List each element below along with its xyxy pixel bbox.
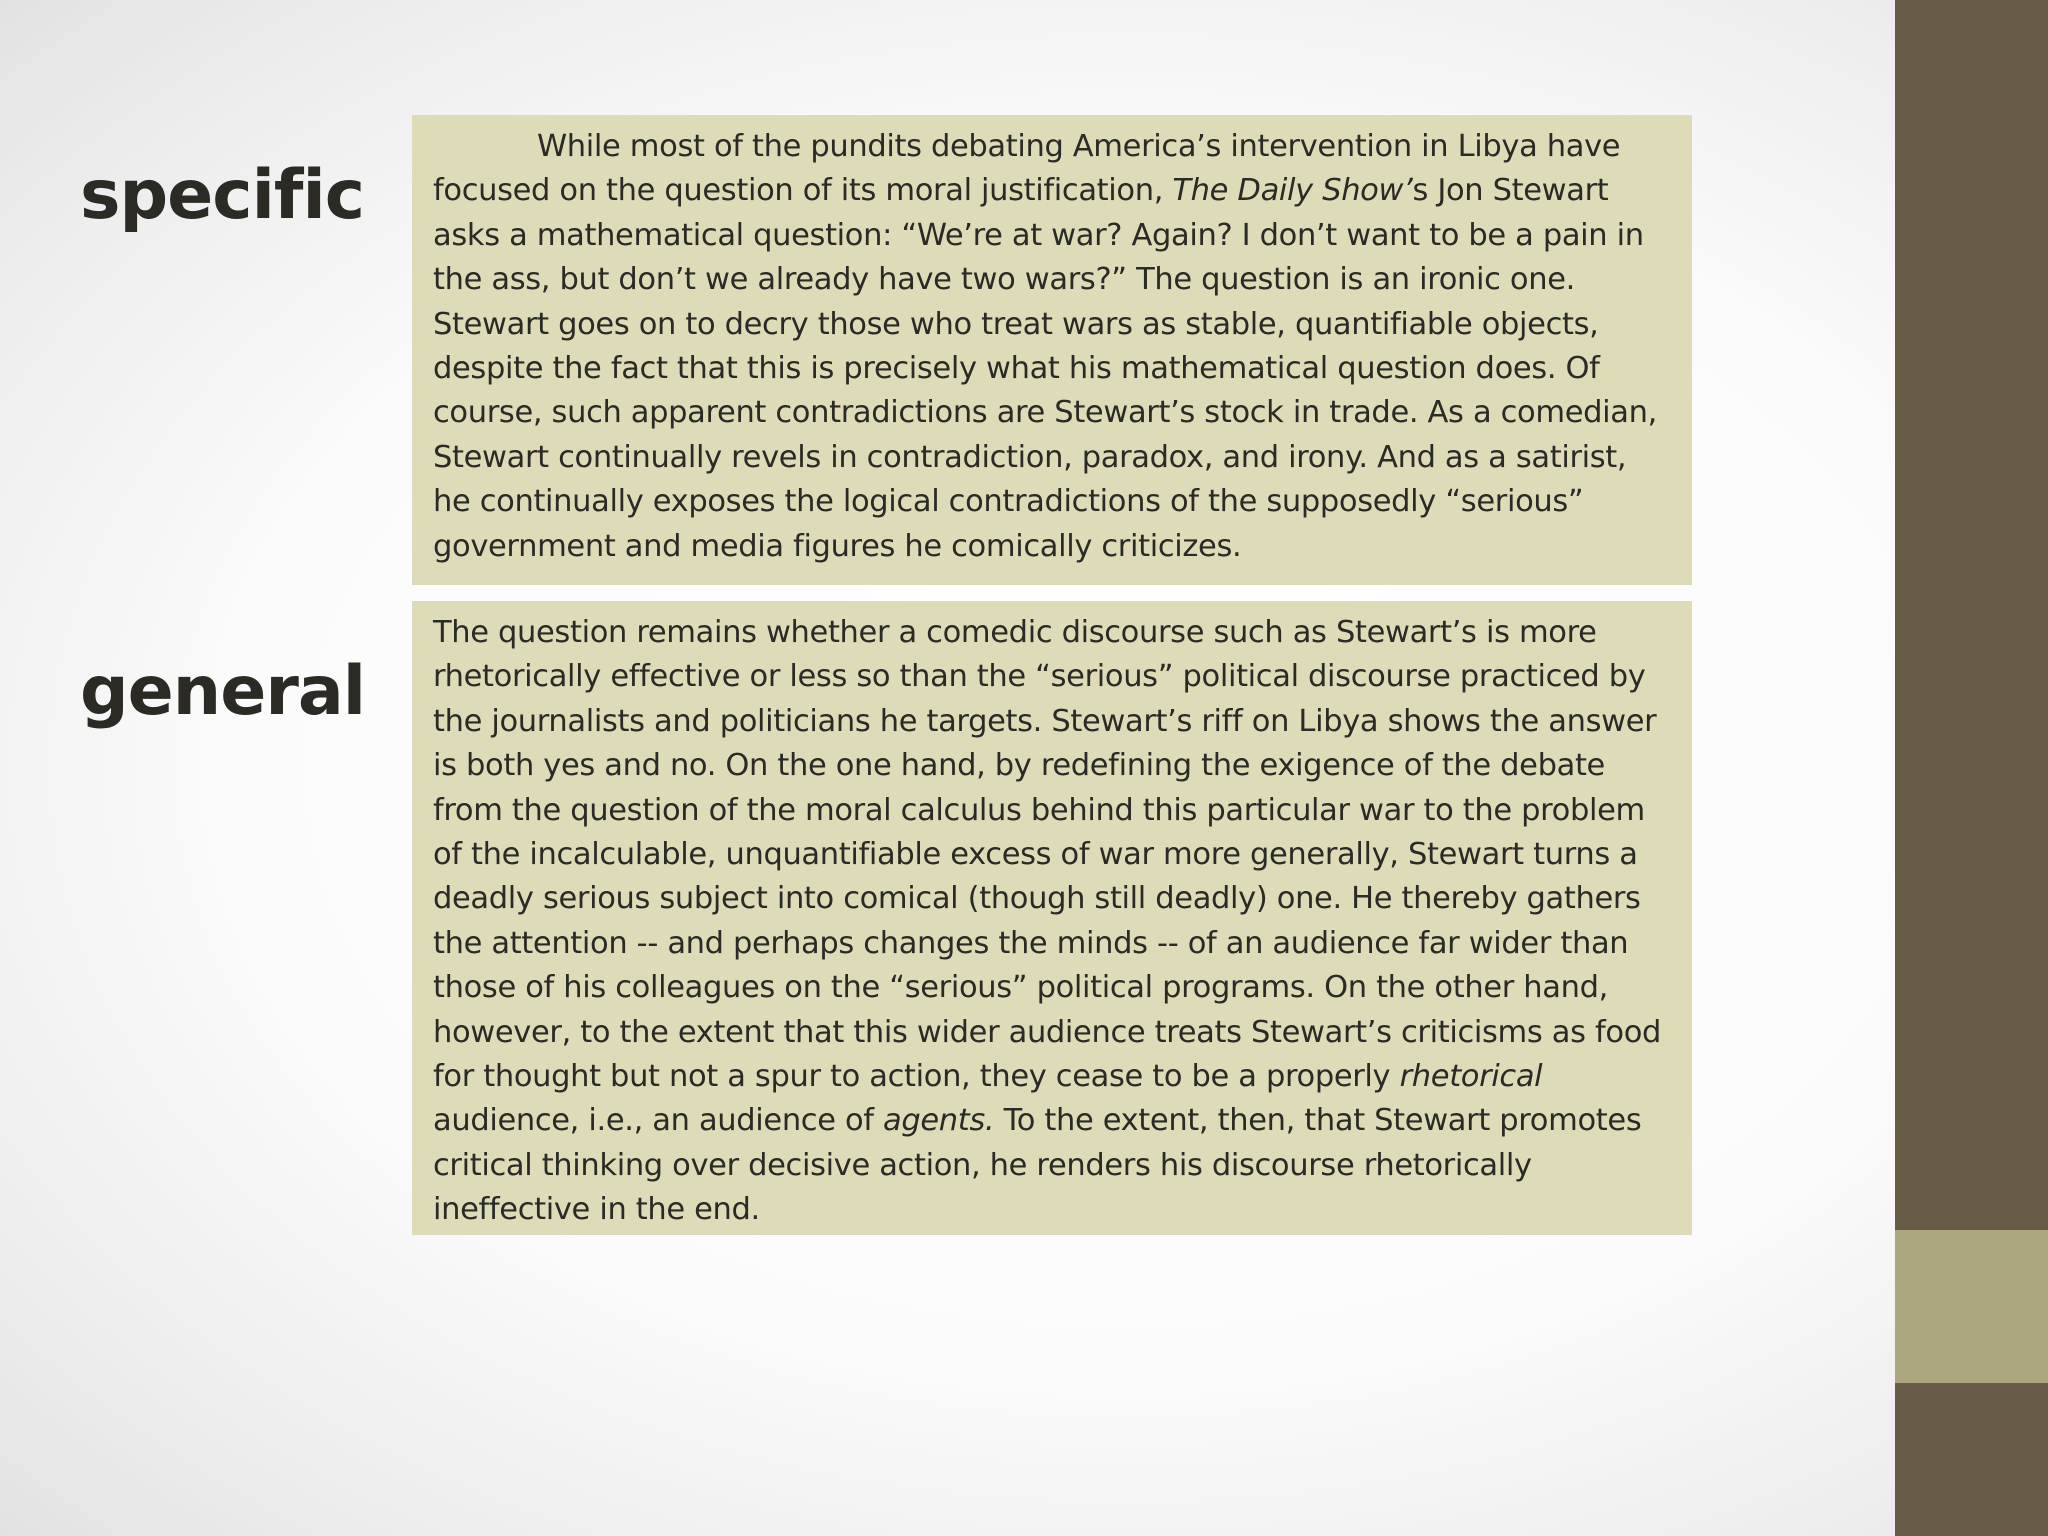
- general-text-part2: audience, i.e., an audience of: [433, 1103, 884, 1139]
- right-decorative-bar: [1895, 0, 2048, 1536]
- specific-paragraph: [433, 125, 1672, 569]
- specific-text-box: [412, 115, 1692, 585]
- right-bar-accent-block: [1895, 1230, 2048, 1383]
- label-specific: specific: [80, 156, 365, 235]
- specific-text-part1: While most of the pundits debating America’s intervention in Libya have focused on the question of its moral justification,: [433, 129, 1621, 209]
- general-text-part3: To the extent, then, that Stewart promotes critical thinking over decisive action, he renders his discourse rhetorically ineffective in the end.: [433, 1103, 1642, 1228]
- general-text-box: [412, 601, 1692, 1235]
- general-paragraph: [433, 611, 1672, 1233]
- general-text-part1: The question remains whether a comedic discourse such as Stewart’s is more rhetorically effective or less so than the “serious” political discourse practiced by the journalists and politicians he targets. Stewart’s riff on Libya shows the answer is both yes and no. On the one hand, by redefining the exigence of the debate from the question of the moral calculus behind this particular war to the problem of the incalculable, unquantifiable excess of war more generally, Stewart turns a deadly serious subject into comical (though still deadly) one. He thereby gathers the attention -- and perhaps changes the minds -- of an audience far wider than those of his colleagues on the “serious” political programs. On the other hand, however, to the extent that this wider audience treats Stewart’s criticisms as food for thought but not a spur to action, they cease to be a properly: [433, 615, 1662, 1095]
- specific-text-part2: s Jon Stewart asks a mathematical question: “We’re at war? Again? I don’t want to be a pain in the ass, but don’t we already have two wars?” The question is an ironic one. Stewart goes on to decry those who treat wars as stable, quantifiable objects, despite the fact that this is precisely what his mathematical question does. Of course, such apparent contradictions are Stewart’s stock in trade. As a comedian, Stewart continually revels in contradiction, paradox, and irony. And as a satirist, he continually exposes the logical contradictions of the supposedly “serious” government and media figures he comically criticizes.: [433, 173, 1657, 564]
- general-text-italic-rhetorical: rhetorical: [1399, 1059, 1543, 1095]
- general-text-italic-agents: agents.: [883, 1103, 995, 1139]
- label-general: general: [80, 652, 366, 731]
- specific-text-italic-show: The Daily Show’: [1172, 173, 1413, 209]
